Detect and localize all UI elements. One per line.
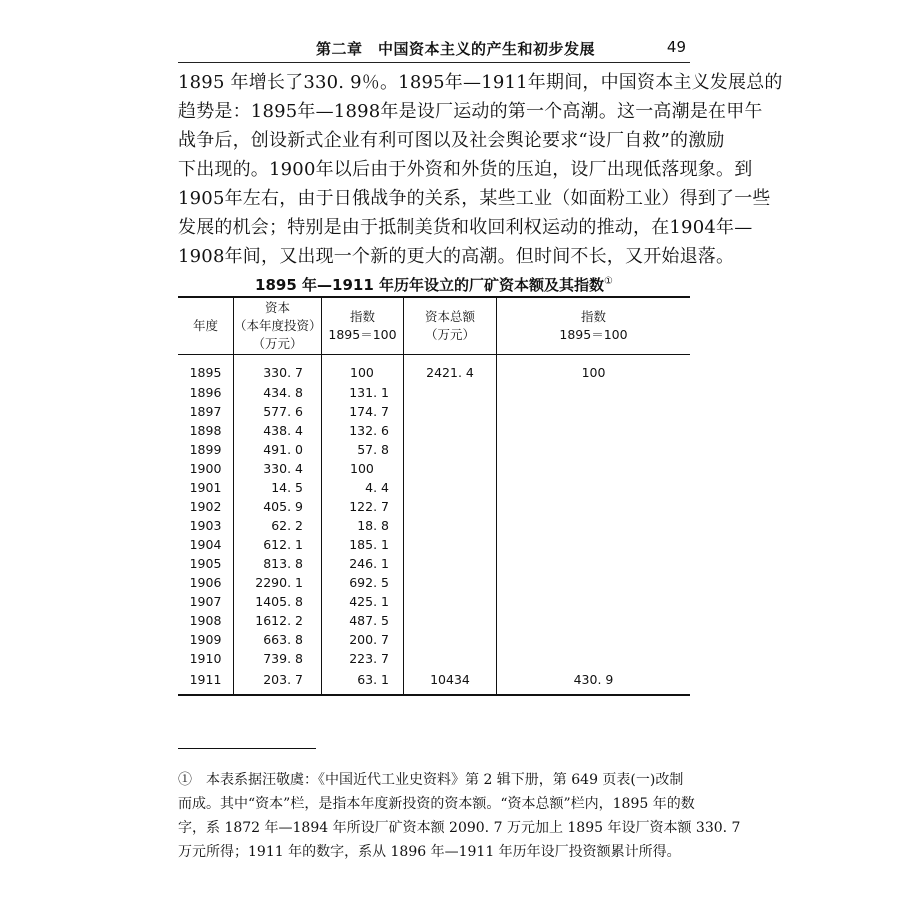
cell-capital: 330. 7 xyxy=(234,355,322,384)
header-total-index-l1: 指数 xyxy=(580,309,606,324)
cell-capital: 330. 4 xyxy=(234,459,322,478)
table-row xyxy=(178,668,690,695)
header-index-l1: 指数 xyxy=(349,309,375,324)
cell-index: 131. 1 xyxy=(322,383,404,402)
cell-total xyxy=(404,516,497,535)
cell-capital: 1612. 2 xyxy=(234,611,322,630)
cell-total xyxy=(404,630,497,649)
cell-year: 1899 xyxy=(178,440,234,459)
table-row xyxy=(178,630,690,649)
cell-index: 132. 6 xyxy=(322,421,404,440)
cell-index: 425. 1 xyxy=(322,592,404,611)
cell-year: 1906 xyxy=(178,573,234,592)
cell-total-index: 100 xyxy=(581,364,606,380)
cell-year: 1901 xyxy=(178,478,234,497)
header-total-l1: 资本总额 xyxy=(424,309,475,324)
header-total-index xyxy=(497,297,691,355)
cell-total xyxy=(404,573,497,592)
cell-capital: 739. 8 xyxy=(234,649,322,668)
table-row xyxy=(178,355,690,384)
cell-index: 185. 1 xyxy=(322,535,404,554)
cell-total xyxy=(404,402,497,421)
footnote-line: 而成。其中“资本”栏，是指本年度新投资的资本额。“资本总额”栏内，1895 年的数 xyxy=(178,796,695,812)
cell-total-index xyxy=(497,440,691,459)
table-row xyxy=(178,459,690,478)
cell-year: 1902 xyxy=(178,497,234,516)
footnote-line: 万元所得；1911 年的数字，系从 1896 年—1911 年历年设厂投资额累计所得。 xyxy=(178,844,681,860)
cell-index: 487. 5 xyxy=(322,611,404,630)
cell-year: 1911 xyxy=(178,668,234,695)
table-header-row xyxy=(178,297,690,355)
cell-total-index xyxy=(497,459,691,478)
table-row xyxy=(178,516,690,535)
cell-total xyxy=(404,440,497,459)
cell-total-index xyxy=(497,421,691,440)
cell-year: 1905 xyxy=(178,554,234,573)
footnote xyxy=(178,768,741,864)
table-row xyxy=(178,421,690,440)
body-line: 1905年左右，由于日俄战争的关系，某些工业（如面粉工业）得到了一些 xyxy=(178,188,771,209)
table-body xyxy=(178,355,690,696)
table-row xyxy=(178,554,690,573)
cell-total: 2421. 4 xyxy=(404,355,497,384)
chapter-title: 第二章 中国资本主义的产生和初步发展 xyxy=(316,40,596,58)
cell-total-index xyxy=(497,611,691,630)
table-row xyxy=(178,649,690,668)
cell-index: 100 xyxy=(322,459,404,478)
cell-capital: 14. 5 xyxy=(234,478,322,497)
cell-total-index xyxy=(497,478,691,497)
body-line: 1908年间，又出现一个新的更大的高潮。但时间不长，又开始退落。 xyxy=(178,246,735,267)
cell-total xyxy=(404,459,497,478)
table-title xyxy=(178,274,690,295)
body-line: 战争后，创设新式企业有利可图以及社会舆论要求“设厂自救”的激励 xyxy=(178,130,725,151)
cell-total xyxy=(404,478,497,497)
cell-year: 1898 xyxy=(178,421,234,440)
cell-capital: 612. 1 xyxy=(234,535,322,554)
cell-capital: 663. 8 xyxy=(234,630,322,649)
header-year-label: 年度 xyxy=(192,318,218,333)
header-capital-l2: （本年度投资） xyxy=(234,318,322,333)
table-row xyxy=(178,383,690,402)
cell-index: 200. 7 xyxy=(322,630,404,649)
cell-index: 174. 7 xyxy=(322,402,404,421)
cell-total-index: 430. 9 xyxy=(573,671,614,687)
cell-capital: 577. 6 xyxy=(234,402,322,421)
table-row xyxy=(178,478,690,497)
cell-capital: 813. 8 xyxy=(234,554,322,573)
table-row xyxy=(178,611,690,630)
header-index-l2: 1895＝100 xyxy=(328,327,397,342)
cell-total xyxy=(404,497,497,516)
cell-capital: 2290. 1 xyxy=(234,573,322,592)
header-total-index-l2: 1895＝100 xyxy=(559,327,628,342)
cell-total xyxy=(404,592,497,611)
cell-total xyxy=(404,611,497,630)
cell-total xyxy=(404,383,497,402)
cell-index: 223. 7 xyxy=(322,649,404,668)
capital-table xyxy=(178,296,690,696)
footnote-line: ① 本表系据汪敬虞：《中国近代工业史资料》第 2 辑下册，第 649 页表(一)改制 xyxy=(178,772,684,788)
footnote-marker: ① xyxy=(603,276,613,287)
cell-year: 1907 xyxy=(178,592,234,611)
cell-capital: 434. 8 xyxy=(234,383,322,402)
header-capital xyxy=(234,297,322,355)
table-row xyxy=(178,497,690,516)
footnote-line: 字，系 1872 年—1894 年所设厂矿资本额 2090. 7 万元加上 1895 年设厂资本额 330. 7 xyxy=(178,820,741,836)
table-row xyxy=(178,402,690,421)
cell-year: 1903 xyxy=(178,516,234,535)
cell-total-index xyxy=(497,497,691,516)
header-index xyxy=(322,297,404,355)
cell-year: 1904 xyxy=(178,535,234,554)
header-total xyxy=(404,297,497,355)
cell-total: 10434 xyxy=(404,668,497,695)
header-year xyxy=(178,297,234,355)
cell-year: 1897 xyxy=(178,402,234,421)
cell-total-index xyxy=(497,402,691,421)
cell-index: 57. 8 xyxy=(322,440,404,459)
cell-capital: 203. 7 xyxy=(234,668,322,695)
cell-year: 1908 xyxy=(178,611,234,630)
body-line: 发展的机会；特别是由于抵制美货和收回利权运动的推动，在1904年— xyxy=(178,217,753,238)
cell-total xyxy=(404,535,497,554)
cell-total-index xyxy=(497,554,691,573)
cell-total-index xyxy=(497,535,691,554)
cell-index: 692. 5 xyxy=(322,573,404,592)
cell-capital: 438. 4 xyxy=(234,421,322,440)
cell-total-index xyxy=(497,592,691,611)
header-total-l2: （万元） xyxy=(424,327,475,342)
table-title-text: 1895 年—1911 年历年设立的厂矿资本额及其指数 xyxy=(255,276,604,294)
body-line: 趋势是：1895年—1898年是设厂运动的第一个高潮。这一高潮是在甲午 xyxy=(178,101,763,122)
table-row xyxy=(178,573,690,592)
body-paragraph xyxy=(178,68,783,271)
table-row xyxy=(178,592,690,611)
footnote-rule xyxy=(178,748,316,749)
cell-index: 100 xyxy=(322,355,404,384)
cell-index: 18. 8 xyxy=(322,516,404,535)
cell-total xyxy=(404,421,497,440)
cell-capital: 491. 0 xyxy=(234,440,322,459)
header-capital-l1: 资本 xyxy=(264,300,290,315)
cell-year: 1909 xyxy=(178,630,234,649)
cell-index: 4. 4 xyxy=(322,478,404,497)
cell-total-index xyxy=(497,383,691,402)
cell-capital: 405. 9 xyxy=(234,497,322,516)
table-row xyxy=(178,535,690,554)
cell-total-index xyxy=(497,649,691,668)
cell-year: 1900 xyxy=(178,459,234,478)
cell-total-index xyxy=(497,573,691,592)
header-capital-l3: （万元） xyxy=(252,336,303,351)
cell-index: 246. 1 xyxy=(322,554,404,573)
table-row xyxy=(178,440,690,459)
cell-capital: 1405. 8 xyxy=(234,592,322,611)
cell-total-index xyxy=(497,516,691,535)
cell-year: 1910 xyxy=(178,649,234,668)
cell-capital: 62. 2 xyxy=(234,516,322,535)
body-line: 下出现的。1900年以后由于外资和外货的压迫，设厂出现低落现象。到 xyxy=(178,159,753,180)
running-header xyxy=(178,36,690,63)
body-line: 1895 年增长了330. 9％。1895年—1911年期间，中国资本主义发展总的 xyxy=(178,72,783,93)
cell-year: 1895 xyxy=(178,355,234,384)
cell-total xyxy=(404,649,497,668)
cell-total xyxy=(404,554,497,573)
cell-index: 63. 1 xyxy=(322,668,404,695)
cell-total-index xyxy=(497,630,691,649)
page-number: 49 xyxy=(666,38,686,56)
cell-index: 122. 7 xyxy=(322,497,404,516)
cell-year: 1896 xyxy=(178,383,234,402)
